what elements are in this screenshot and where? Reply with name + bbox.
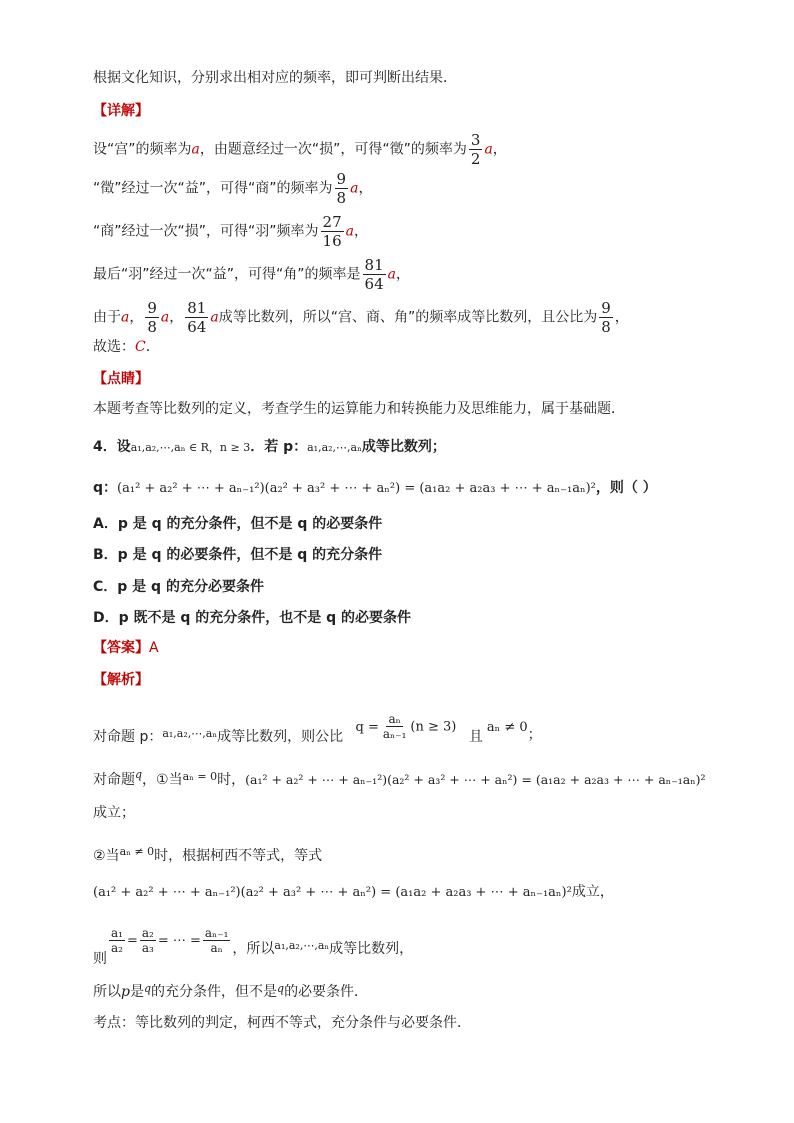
- text: ，①当: [142, 772, 183, 788]
- option-d: D．p 既不是 q 的充分条件，也不是 q 的必要条件: [93, 610, 412, 626]
- text: ，所以: [232, 940, 275, 957]
- choice-letter: C: [135, 339, 146, 355]
- analysis-line-7: [93, 982, 368, 1003]
- analysis-line-4: [93, 846, 322, 867]
- text: 对命题 p：: [93, 728, 163, 745]
- math-p: p: [121, 984, 130, 1000]
- comma: ，: [395, 266, 410, 283]
- numerator: 27: [322, 213, 342, 231]
- denominator: 64: [364, 275, 384, 293]
- comma: ，: [169, 309, 184, 326]
- fraction-9-8: [335, 170, 349, 207]
- fraction-9-8: [599, 299, 613, 336]
- var-a: a: [387, 266, 396, 283]
- comment-text: 本题考查等比数列的定义，考查学生的运算能力和转换能力及思维能力，属于基础题．: [93, 401, 625, 417]
- comment-heading: 【点睛】: [93, 371, 149, 387]
- text: “商”经过一次“损”，可得“羽”频率为: [93, 223, 319, 240]
- math-zero: aₙ = 0: [182, 770, 218, 783]
- numerator: 3: [470, 131, 481, 149]
- fraction-ratio: [381, 712, 409, 741]
- math-condition: (n ≥ 3): [410, 719, 457, 735]
- text: 最后“羽”经过一次“益”，可得“角”的频率是: [93, 266, 361, 283]
- numerator: 81: [187, 299, 207, 317]
- text: 的充分条件，但不是: [151, 984, 278, 1000]
- period: ．: [145, 339, 160, 355]
- text: 成立，: [571, 884, 614, 900]
- analysis-line-5: [93, 882, 614, 903]
- detail-line-3: [93, 213, 368, 250]
- detail-line-5: [93, 299, 629, 336]
- detail-line-4: [93, 256, 410, 293]
- denominator: a₂: [111, 941, 123, 955]
- text: 成等比数列；: [361, 439, 446, 455]
- math-dots: = ⋯ =: [157, 933, 201, 949]
- text: 时，: [217, 772, 246, 788]
- denominator: 16: [322, 232, 342, 250]
- numerator: a₂: [141, 926, 154, 940]
- math-nonzero: aₙ ≠ 0: [119, 845, 155, 858]
- choice-line: [93, 337, 160, 357]
- question-4-q: [93, 478, 657, 499]
- text: ，由题意经过一次“损”，可得“徵”的频率为: [199, 141, 467, 158]
- text: 时，根据柯西不等式，等式: [154, 848, 323, 864]
- text: 是: [129, 984, 144, 1000]
- math-sequence: a₁,a₂,⋯,aₙ: [162, 726, 218, 740]
- option-b: B．p 是 q 的必要条件，但不是 q 的充分条件: [93, 547, 383, 563]
- analysis-line-3: 成立；: [93, 805, 135, 821]
- detail-line-2: [93, 170, 372, 207]
- fraction-an1-an: [203, 926, 231, 955]
- text: 设“宫”的频率为: [93, 141, 192, 158]
- denominator: aₙ₋₁: [382, 727, 407, 741]
- math-set: a₁,a₂,⋯,aₙ ∈ R: [130, 441, 209, 454]
- math-q: q: [135, 768, 143, 781]
- numerator: aₙ₋₁: [204, 926, 229, 940]
- math-expression: (a₁² + a₂² + ⋯ + aₙ₋₁²)(a₂² + a₃² + ⋯ + aₙ²) = (a₁a₂ + a₂a₃ + ⋯ + aₙ₋₁aₙ)²: [245, 772, 706, 787]
- fraction-a1-a2: [109, 926, 125, 955]
- text: 成等比数列，: [329, 940, 414, 957]
- numerator: aₙ: [388, 712, 401, 726]
- var-a: a: [345, 223, 354, 240]
- text: 且: [468, 728, 483, 745]
- text: 成等比数列，所以“宫、商、角”的频率成等比数列，且公比为: [218, 309, 598, 326]
- math-expression: (a₁² + a₂² + ⋯ + aₙ₋₁²)(a₂² + a₃² + ⋯ + aₙ²) = (a₁a₂ + a₂a₃ + ⋯ + aₙ₋₁aₙ)²: [117, 481, 596, 496]
- var-a: a: [160, 309, 170, 326]
- text: q：: [93, 480, 118, 496]
- question-4-stem: [93, 437, 446, 458]
- option-a: A．p 是 q 的充分条件，但不是 q 的必要条件: [93, 516, 383, 532]
- fraction-27-16: [321, 213, 344, 250]
- numerator: a₁: [111, 926, 123, 940]
- text: ；: [527, 726, 542, 743]
- numerator: 9: [601, 299, 611, 317]
- text: 则: [93, 950, 107, 967]
- math-expression: (a₁² + a₂² + ⋯ + aₙ₋₁²)(a₂² + a₃² + ⋯ + aₙ²) = (a₁a₂ + a₂a₃ + ⋯ + aₙ₋₁aₙ)²: [93, 885, 572, 900]
- answer-value: A: [149, 640, 159, 656]
- math-condition: ，n ≥ 3: [208, 441, 251, 454]
- var-a: a: [191, 141, 200, 158]
- denominator: a₃: [141, 941, 154, 955]
- fraction-a2-a3: [140, 926, 156, 955]
- intro-text: 根据文化知识，分别求出相对应的频率，即可判断出结果．: [93, 70, 457, 86]
- text: ②当: [93, 848, 120, 864]
- fraction-81-64: [363, 256, 386, 293]
- analysis-line-8: 考点：等比数列的判定，柯西不等式，充分条件与必要条件．: [93, 1015, 471, 1031]
- question-number: 4．设: [93, 439, 131, 455]
- numerator: 9: [147, 299, 157, 317]
- denominator: 8: [336, 189, 347, 207]
- text: “徵”经过一次“益”，可得“商”的频率为: [93, 180, 333, 197]
- text: ，则（ ）: [595, 480, 657, 496]
- text: 的必要条件．: [284, 984, 369, 1000]
- fraction-81-64: [185, 299, 208, 336]
- math-sequence: a₁,a₂,⋯,aₙ: [307, 441, 362, 454]
- analysis-line-1: [93, 712, 542, 745]
- text: 故选：: [93, 339, 135, 355]
- fraction-9-8: [145, 299, 159, 336]
- text: 成等比数列，则公比: [217, 728, 344, 745]
- comma: ，: [614, 309, 629, 326]
- math-q: q =: [355, 719, 379, 735]
- comma: ，: [492, 141, 507, 158]
- text: ．若 p：: [250, 439, 308, 455]
- fraction-3-2: [469, 131, 483, 168]
- math-q: q: [143, 982, 152, 995]
- math-q: q: [277, 982, 285, 995]
- math-sequence: a₁,a₂,⋯,aₙ: [274, 938, 330, 952]
- denominator: 8: [147, 318, 157, 336]
- denominator: 8: [601, 318, 611, 336]
- analysis-heading: 【解析】: [93, 672, 149, 688]
- option-c: C．p 是 q 的充分必要条件: [93, 579, 264, 595]
- detail-heading: 【详解】: [93, 103, 149, 119]
- denominator: 2: [470, 150, 481, 168]
- var-a: a: [210, 309, 219, 326]
- var-a: a: [350, 180, 359, 197]
- detail-line-1: [93, 131, 507, 168]
- var-a: a: [121, 309, 130, 326]
- denominator: aₙ: [210, 941, 223, 955]
- comma: ，: [353, 223, 368, 240]
- answer-line: [93, 638, 159, 658]
- numerator: 9: [336, 170, 347, 188]
- analysis-line-2: [93, 770, 706, 791]
- analysis-line-6: 则 $\frac{\text{a₁}}{\text{a₂}}$ = $\frac{\text{a₂}}{\text{a₃}}$ = ⋯ = $\frac{\text{aₙ₋₁}}{\text{aₙ}}$ ，所以$_{a_1,a_2,\cdots,a_n}$成等比数列，: [93, 926, 414, 967]
- text: 由于: [93, 309, 121, 326]
- answer-heading: 【答案】: [93, 640, 149, 656]
- denominator: 64: [187, 318, 207, 336]
- text: 对命题: [93, 772, 135, 788]
- numerator: 81: [364, 256, 384, 274]
- comma: ，: [129, 309, 144, 326]
- text: 所以: [93, 984, 121, 1000]
- var-a: a: [484, 141, 493, 158]
- math-nonzero: aₙ ≠ 0: [486, 719, 528, 735]
- comma: ，: [358, 180, 373, 197]
